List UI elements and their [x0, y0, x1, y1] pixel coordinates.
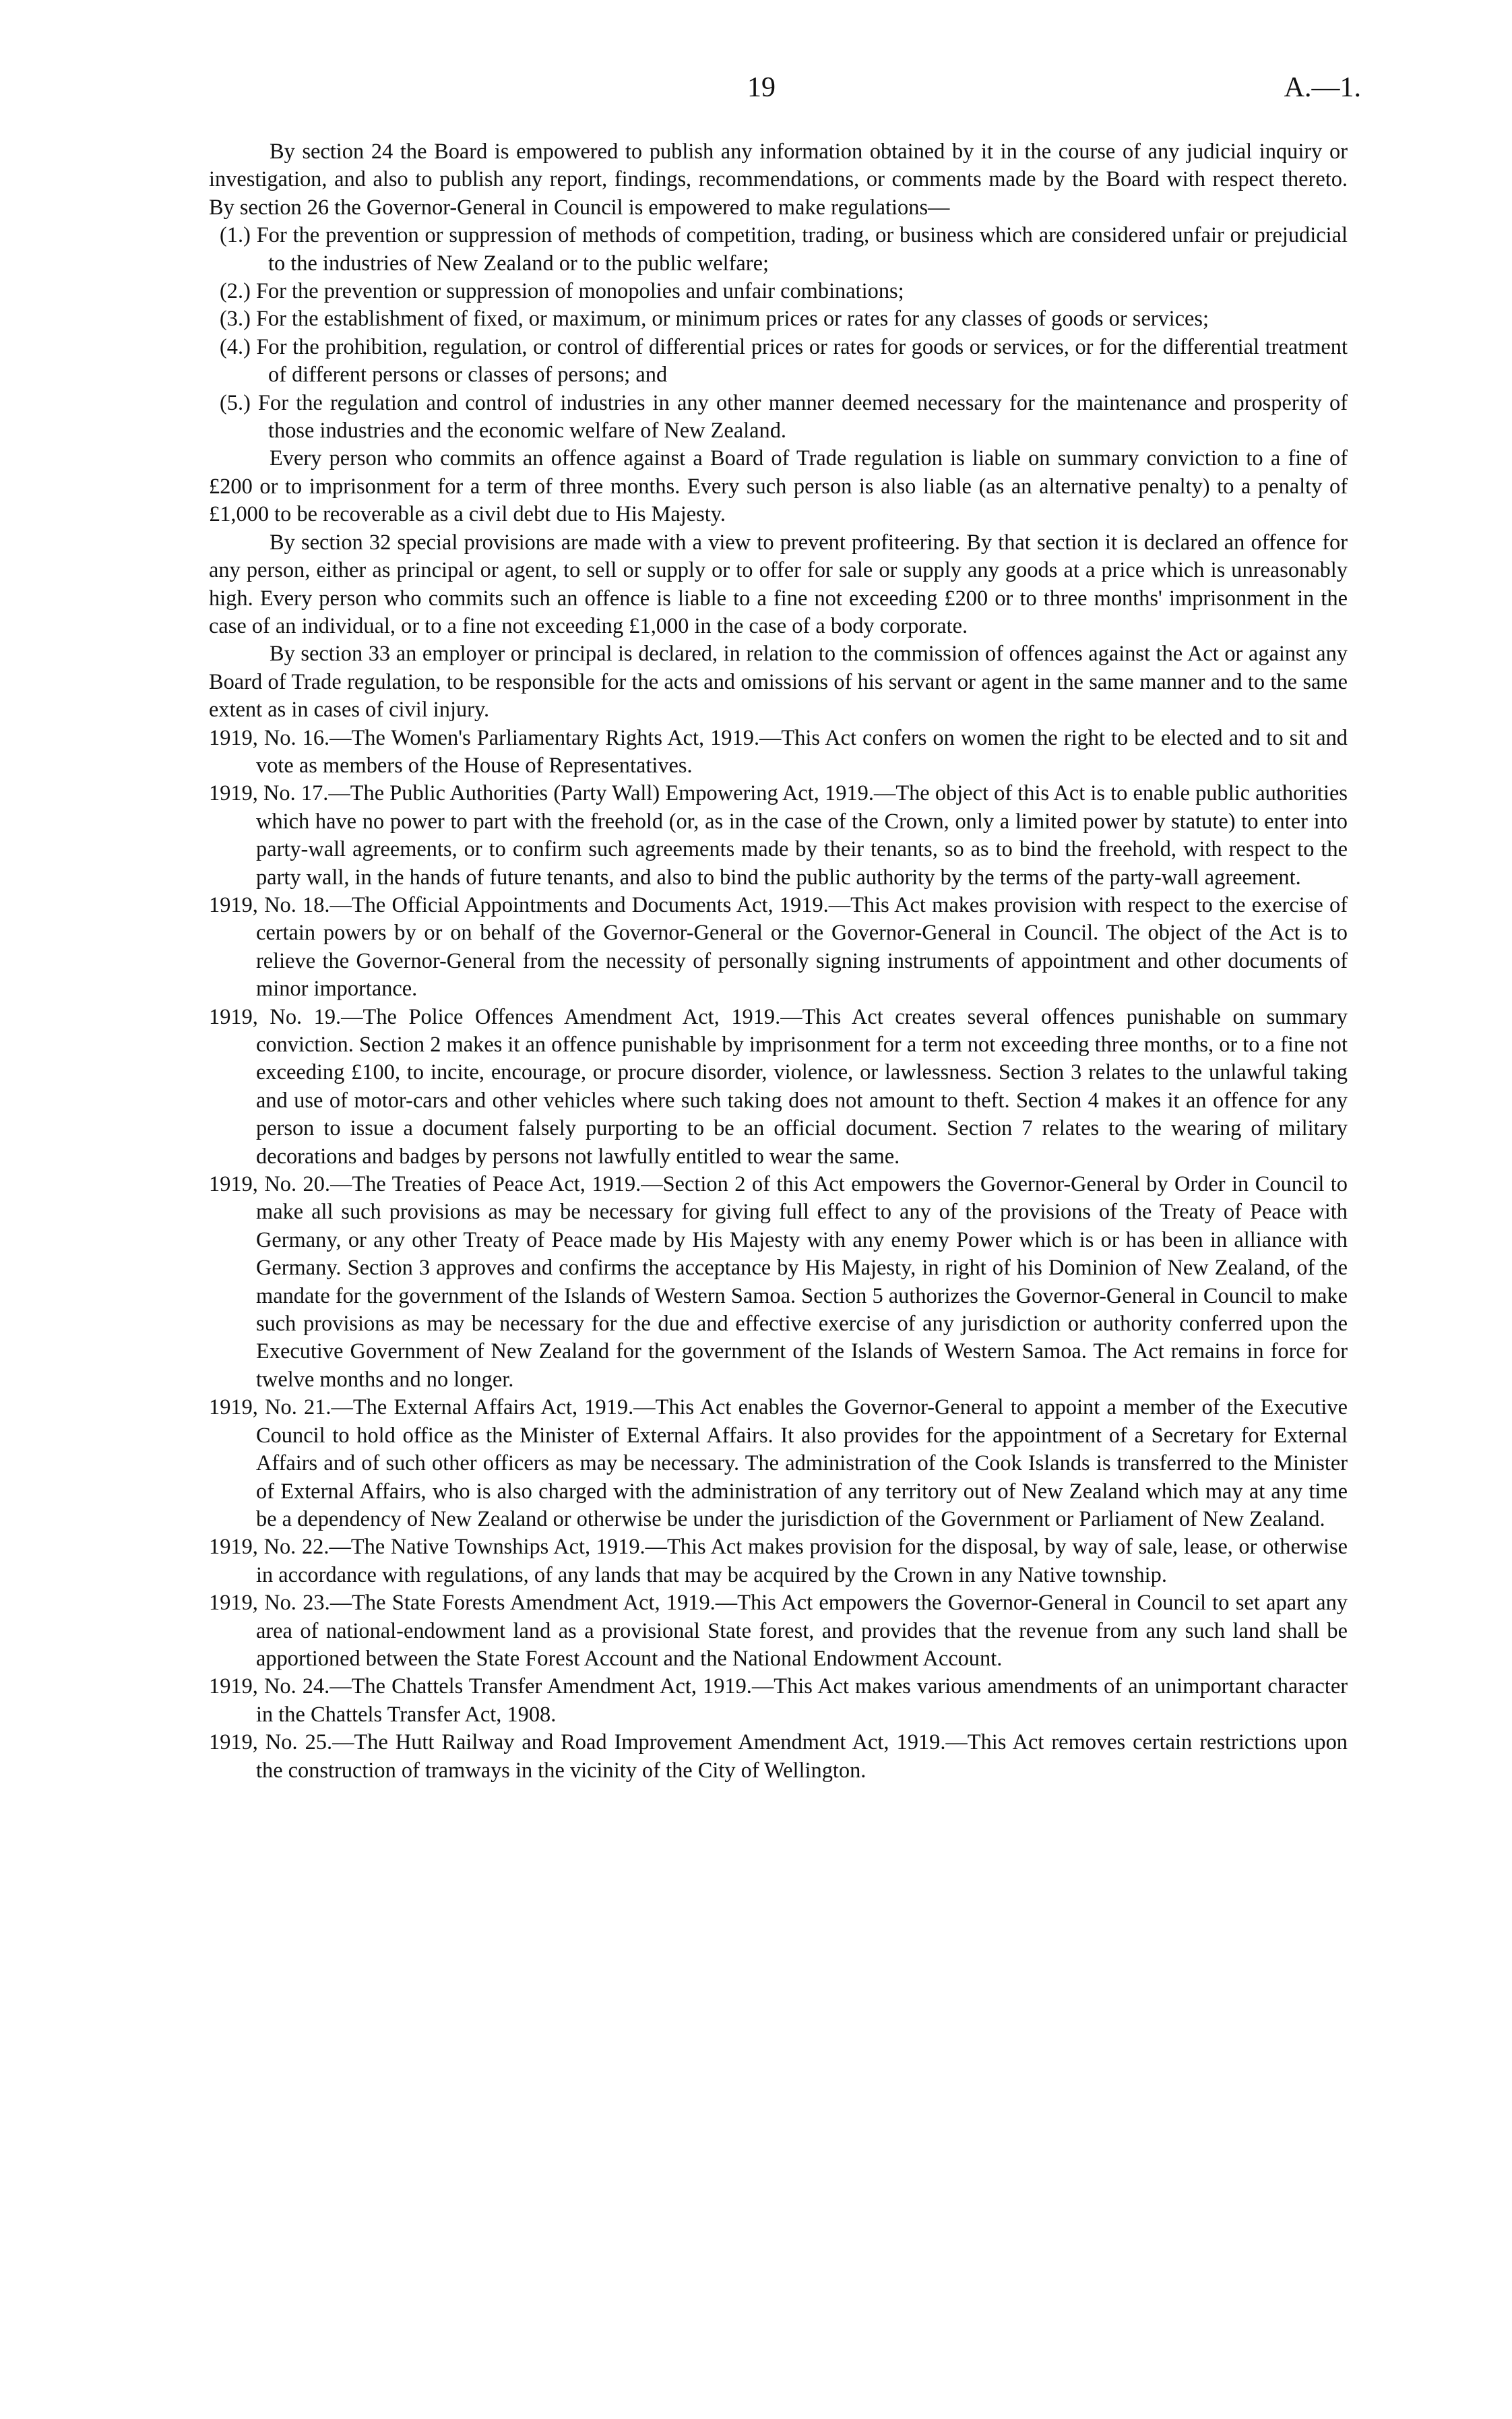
- act-entry-18: 1919, No. 18.—The Official Appointments and Documents Act, 1919.—This Act makes provision with respect to the exercise of certain powers by or on behalf of the Governor-General or the Governor-General in Council. The object of the Act is to relieve the Governor-General from the necessity of personally signing instruments of appointment and other documents of minor importance.: [209, 892, 1348, 1002]
- act-entry-17: 1919, No. 17.—The Public Authorities (Party Wall) Empowering Act, 1919.—The object of this Act is to enable public authorities which have no power to part with the freehold (or, as in the case of the Crown, only a limited power by statute) to enter into party-wall agreements, or to confirm such agreements made by their tenants, so as to bind the freehold, with respect to the party wall, in the hands of future tenants, and also to bind the public authority by the terms of the party-wall agreement.: [209, 781, 1348, 890]
- paragraph-penalties: Every person who commits an offence against a Board of Trade regulation is liable on summary conviction to a fine of £200 or to imprisonment for a term of three months. Every such person is also liable (as an alternative penalty) to a penalty of £1,000 to be recoverable as a civil debt due to His Majesty.: [209, 446, 1348, 527]
- act-entry-25: 1919, No. 25.—The Hutt Railway and Road Improvement Amendment Act, 1919.—This Act removes certain restrictions upon the construction of tramways in the vicinity of the City of Wellington.: [209, 1730, 1348, 1783]
- act-entry-16: 1919, No. 16.—The Women's Parliamentary Rights Act, 1919.—This Act confers on women the right to be elected and to sit and vote as members of the House of Representatives.: [209, 725, 1348, 778]
- regulation-item: (5.) For the regulation and control of industries in any other manner deemed necessary for the maintenance and prosperity of those industries and the economic welfare of New Zealand.: [220, 390, 1348, 443]
- body-text: [209, 138, 1348, 1785]
- regulation-item: (3.) For the establishment of fixed, or maximum, or minimum prices or rates for any classes of goods or services;: [220, 307, 1209, 332]
- act-entry-19: 1919, No. 19.—The Police Offences Amendment Act, 1919.—This Act creates several offences punishable on summary conviction. Section 2 makes it an offence punishable by imprisonment for a term not exceeding three months, or to a fine not exceeding £100, to incite, encourage, or procure disorder, violence, or lawlessness. Section 3 relates to the unlawful taking and use of motor-cars and other vehicles where such taking does not amount to theft. Section 4 makes it an offence for any person to issue a document falsely purporting to be an official document. Section 7 relates to the wearing of military decorations and badges by persons not lawfully entitled to wear the same.: [209, 1004, 1348, 1169]
- act-entry-23: 1919, No. 23.—The State Forests Amendment Act, 1919.—This Act empowers the Governor-General in Council to set apart any area of national-endowment land as a provisional State forest, and provides that the revenue from any such land shall be apportioned between the State Forest Account and the National Endowment Account.: [209, 1591, 1348, 1671]
- act-entry-20: 1919, No. 20.—The Treaties of Peace Act, 1919.—Section 2 of this Act empowers the Governor-General by Order in Council to make all such provisions as may be necessary for giving full effect to any of the provisions of the Treaty of Peace with Germany, or any other Treaty of Peace made by His Majesty with any enemy Power which is or has been in alliance with Germany. Section 3 approves and confirms the acceptance by His Majesty, in right of his Dominion of New Zealand, of the mandate for the government of the Islands of Western Samoa. Section 5 authorizes the Governor-General in Council to make such provisions as may be necessary for the due and effective exercise of any jurisdiction or authority conferred upon the Executive Government of New Zealand for the government of the Islands of Western Samoa. The Act remains in force for twelve months and no longer.: [209, 1172, 1348, 1392]
- paragraph-board-powers: By section 24 the Board is empowered to publish any information obtained by it in the course of any judicial inquiry or investigation, and also to publish any report, findings, recommendations, or comments made by the Board with respect thereto. By section 26 the Governor-General in Council is empowered to make regulations—: [209, 140, 1348, 220]
- act-entry-21: 1919, No. 21.—The External Affairs Act, 1919.—This Act enables the Governor-General to appoint a member of the Executive Council to hold office as the Minister of External Affairs. It also provides for the appointment of a Secretary for External Affairs and of such other officers as may be necessary. The administration of the Cook Islands is transferred to the Minister of External Affairs, who is also charged with the administration of any territory out of New Zealand which may at any time be a dependency of New Zealand or otherwise be under the jurisdiction of the Government or Parliament of New Zealand.: [209, 1395, 1348, 1531]
- paragraph-employer-liability: By section 33 an employer or principal is declared, in relation to the commission of offences against the Act or against any Board of Trade regulation, to be responsible for the acts and omissions of his servant or agent in the same manner and to the same extent as in cases of civil injury.: [209, 642, 1348, 723]
- regulation-item: (1.) For the prevention or suppression of methods of competition, trading, or business which are considered unfair or prejudicial to the industries of New Zealand or to the public welfare;: [220, 223, 1348, 276]
- page-header: [162, 67, 1361, 108]
- paragraph-profiteering: By section 32 special provisions are made with a view to prevent profiteering. By that section it is declared an offence for any person, either as principal or agent, to sell or supply or to offer for sale or supply any goods at a price which is unreasonably high. Every person who commits such an offence is liable to a fine not exceeding £200 or to three months' imprisonment in the case of an individual, or to a fine not exceeding £1,000 in the case of a body corporate.: [209, 530, 1348, 638]
- act-entry-24: 1919, No. 24.—The Chattels Transfer Amendment Act, 1919.—This Act makes various amendments of an unimportant character in the Chattels Transfer Act, 1908.: [209, 1674, 1348, 1727]
- act-entry-22: 1919, No. 22.—The Native Townships Act, 1919.—This Act makes provision for the disposal, by way of sale, lease, or otherwise in accordance with regulations, of any lands that may be acquired by the Crown in any Native township.: [209, 1535, 1348, 1587]
- regulation-item: (4.) For the prohibition, regulation, or control of differential prices or rates for goods or services, or for the differential treatment of different persons or classes of persons; and: [220, 334, 1348, 388]
- document-code: A.—1.: [1284, 72, 1361, 103]
- regulation-item: (2.) For the prevention or suppression of monopolies and unfair combinations;: [220, 279, 904, 304]
- page-number: 19: [747, 72, 776, 103]
